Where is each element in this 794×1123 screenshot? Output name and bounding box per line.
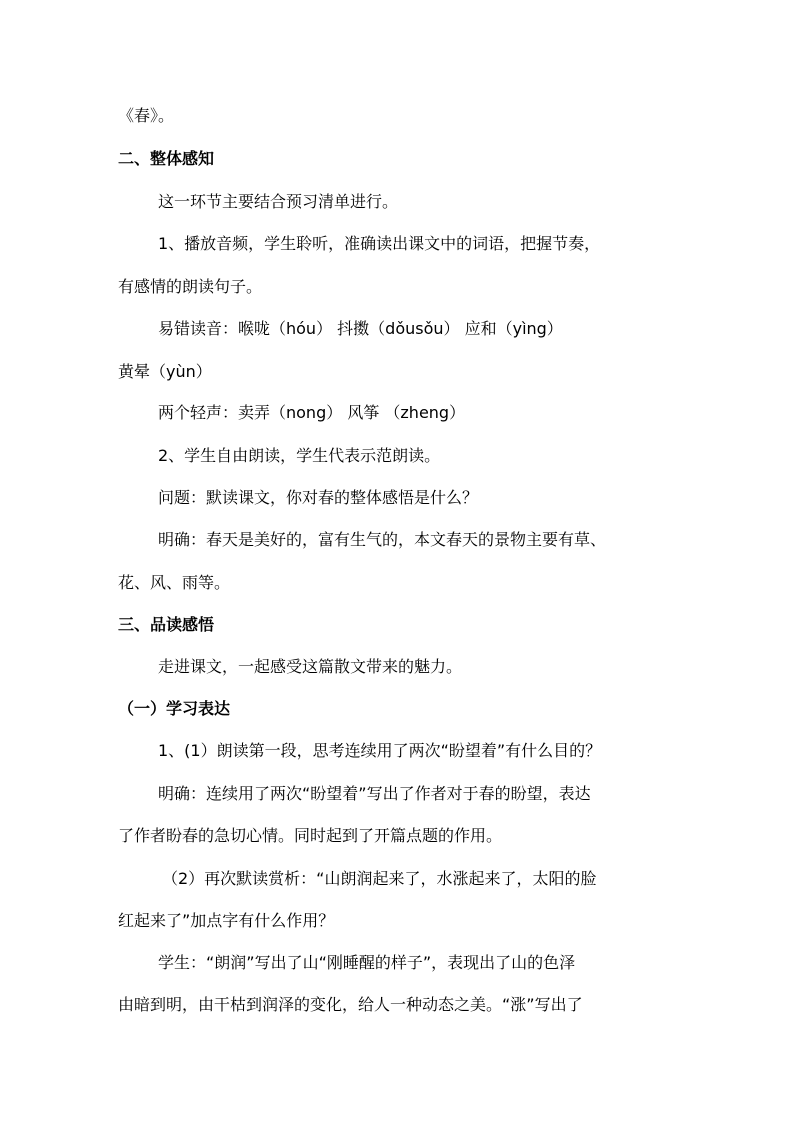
text-line: 明确：连续用了两次“盼望着”写出了作者对于春的盼望，表达 [158,784,591,803]
text-line: 明确：春天是美好的，富有生气的，本文春天的景物主要有草、 [158,530,607,549]
text-line: 红起来了”加点字有什么作用？ [118,911,335,930]
text-line: 花、风、雨等。 [118,573,231,592]
subsection-heading: （一）学习表达 [118,699,231,718]
text-line: 问题：默读课文，你对春的整体感悟是什么？ [158,488,479,507]
section-heading: 二、整体感知 [118,149,215,168]
text-line: （2）再次默读赏析：“山朗润起来了，水涨起来了，太阳的脸 [162,869,597,888]
text-line: 1、播放音频，学生聆听，准确读出课文中的词语，把握节奏， [158,234,601,253]
text-line: 易错读音：喉咙（hóu） 抖擞（dǒusǒu） 应和（yìng） [158,319,563,338]
text-line: 学生：“朗润”写出了山“刚睡醒的样子”，表现出了山的色泽 [158,953,576,972]
section-heading: 三、品读感悟 [118,615,215,634]
text-line: 有感情的朗读句子。 [118,277,263,296]
text-line: 1、(1）朗读第一段，思考连续用了两次“盼望着”有什么目的？ [158,741,602,760]
text-line: 了作者盼春的急切心情。同时起到了开篇点题的作用。 [118,826,503,845]
text-line: 《春》。 [118,106,175,125]
text-line: 2、学生自由朗读，学生代表示范朗读。 [158,446,441,465]
text-line: 这一环节主要结合预习清单进行。 [158,192,399,211]
text-line: 两个轻声：卖弄（nong） 风筝 （zheng） [158,403,466,422]
text-line: 黄晕（yùn） [118,362,212,381]
text-line: 走进课文，一起感受这篇散文带来的魅力。 [158,657,463,676]
text-line: 由暗到明，由干枯到润泽的变化，给人一种动态之美。“涨”写出了 [118,995,583,1014]
